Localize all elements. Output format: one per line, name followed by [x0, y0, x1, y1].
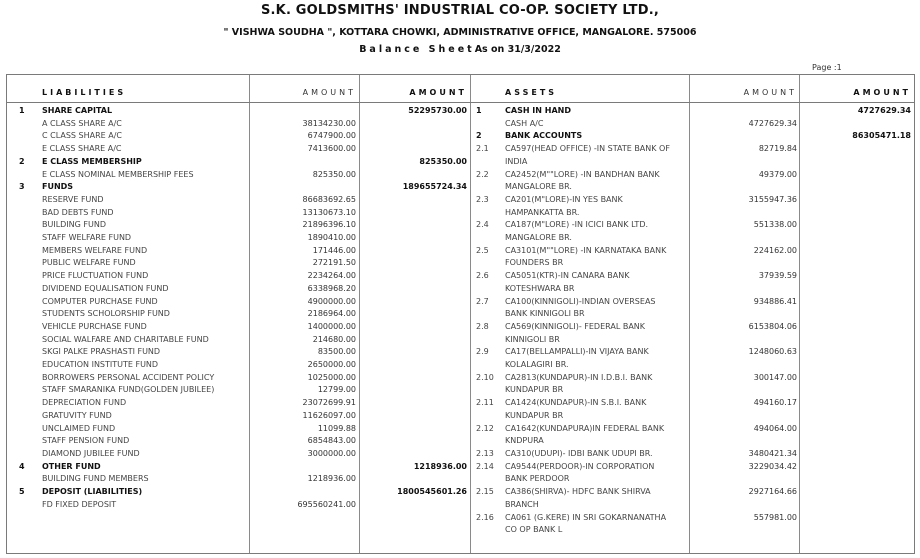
- liabilities-item-row: [7, 257, 470, 270]
- group-total: 52295730.00: [408, 106, 467, 115]
- assets-item-row: [470, 118, 916, 131]
- item-amount: 2650000.00: [307, 360, 356, 370]
- liabilities-item-row: [7, 410, 470, 423]
- item-amount: 6747900.00: [307, 131, 356, 141]
- item-number: 2.6: [476, 271, 489, 281]
- item-amount: 1890410.00: [307, 233, 356, 243]
- group-total: 86305471.18: [852, 131, 911, 141]
- item-label: CA2813(KUNDAPUR)-IN I.D.B.I. BANK KUNDAPUR BR: [505, 372, 653, 395]
- liabilities-header: LIABILITIES: [42, 88, 127, 97]
- item-amount: 49379.00: [758, 169, 797, 179]
- item-amount: 934886.41: [753, 296, 797, 306]
- group-label: SHARE CAPITAL: [42, 106, 113, 115]
- liabilities-item-row: [7, 448, 470, 461]
- item-number: 2.13: [476, 448, 494, 458]
- item-number: 5: [19, 487, 25, 497]
- report-date: As on 31/3/2022: [474, 44, 561, 55]
- group-total: 1800545601.26: [397, 487, 467, 497]
- liabilities-item-row: [7, 143, 470, 156]
- item-label: E CLASS NOMINAL MEMBERSHIP FEES: [42, 169, 194, 179]
- liabilities-item-row: [7, 423, 470, 436]
- assets-item-row: [470, 296, 916, 321]
- liabilities-item-row: [7, 397, 470, 410]
- item-label: STUDENTS SCHOLORSHIP FUND: [42, 309, 170, 319]
- item-number: 2.4: [476, 220, 489, 230]
- item-number: 2.3: [476, 194, 489, 204]
- assets-header: ASSETS: [505, 88, 558, 97]
- item-number: 1: [476, 106, 482, 115]
- item-label: CA5051(KTR)-IN CANARA BANK KOTESHWARA BR: [505, 271, 630, 293]
- assets-group-row: [470, 105, 916, 118]
- item-label: A CLASS SHARE A/C: [42, 118, 122, 128]
- item-amount: 1400000.00: [307, 321, 356, 331]
- liabilities-item-row: [7, 118, 470, 131]
- company-address: " VISHWA SOUDHA ", KOTTARA CHOWKI, ADMINISTRATIVE OFFICE, MANGALORE. 575006: [223, 27, 697, 38]
- item-amount: 11099.88: [317, 423, 356, 433]
- liabilities-item-row: [7, 346, 470, 359]
- liabilities-item-row: [7, 169, 470, 182]
- item-amount: 11626097.00: [302, 410, 356, 420]
- item-number: 2.2: [476, 169, 489, 179]
- liabilities-item-row: [7, 473, 470, 486]
- item-number: 2.8: [476, 321, 489, 331]
- liabilities-amount-header: AMOUNT: [302, 88, 356, 97]
- item-label: BUILDING FUND: [42, 220, 107, 230]
- item-label: SKGI PALKE PRASHASTI FUND: [42, 347, 161, 357]
- item-amount: 171446.00: [312, 245, 356, 255]
- group-label: E CLASS MEMBERSHIP: [42, 156, 142, 166]
- assets-amount-header: AMOUNT: [743, 88, 797, 97]
- item-amount: 86683692.65: [302, 194, 356, 204]
- item-label: PUBLIC WELFARE FUND: [42, 258, 136, 268]
- item-label: RESERVE FUND: [42, 194, 104, 204]
- item-amount: 494160.17: [753, 398, 797, 408]
- item-amount: 3229034.42: [748, 461, 797, 471]
- item-number: 3: [19, 182, 25, 192]
- group-total: 189655724.34: [402, 182, 467, 192]
- item-label: EDUCATION INSTITUTE FUND: [42, 360, 159, 370]
- liabilities-item-row: [7, 334, 470, 347]
- item-label: SOCIAL WALFARE AND CHARITABLE FUND: [42, 334, 209, 344]
- assets-item-row: [470, 321, 916, 346]
- item-amount: 7413600.00: [307, 144, 356, 154]
- liabilities-item-row: [7, 321, 470, 334]
- liabilities-item-row: [7, 207, 470, 220]
- assets-item-row: [470, 486, 916, 511]
- item-label: C CLASS SHARE A/C: [42, 131, 123, 141]
- item-amount: 83500.00: [317, 347, 356, 357]
- item-amount: 3480421.34: [748, 448, 797, 458]
- liabilities-group-row: [7, 486, 470, 499]
- item-number: 2: [19, 156, 25, 166]
- item-amount: 12799.00: [317, 385, 356, 395]
- group-label: DEPOSIT (LIABILITIES): [42, 487, 143, 497]
- item-label: E CLASS SHARE A/C: [42, 144, 122, 154]
- item-amount: 23072699.91: [302, 398, 356, 408]
- item-amount: 37939.59: [758, 271, 797, 281]
- assets-item-row: [470, 512, 916, 537]
- item-number: 4: [19, 461, 25, 471]
- item-number: 2.12: [476, 423, 494, 433]
- item-label: CA2452(M""LORE) -IN BANDHAN BANK MANGALORE BR.: [505, 169, 660, 192]
- assets-item-row: [470, 245, 916, 270]
- liabilities-group-row: [7, 156, 470, 169]
- item-amount: 224162.00: [753, 245, 797, 255]
- item-amount: 6153804.06: [748, 321, 797, 331]
- item-amount: 82719.84: [758, 144, 797, 154]
- assets-item-row: [470, 448, 916, 461]
- item-label: DIAMOND JUBILEE FUND: [42, 448, 140, 458]
- item-amount: 3000000.00: [307, 448, 356, 458]
- item-amount: 13130673.10: [302, 207, 356, 217]
- group-total: 825350.00: [419, 156, 467, 166]
- item-label: CA3101(M""LORE) -IN KARNATAKA BANK FOUNDERS BR: [505, 245, 667, 268]
- liabilities-group-row: [7, 181, 470, 194]
- item-label: STAFF WELFARE FUND: [42, 233, 132, 243]
- liabilities-item-row: [7, 270, 470, 283]
- item-label: UNCLAIMED FUND: [42, 423, 116, 433]
- item-amount: 300147.00: [753, 372, 797, 382]
- liabilities-group-row: [7, 105, 470, 118]
- item-amount: 6338968.20: [307, 283, 356, 293]
- item-label: CA17(BELLAMPALLI)-IN VIJAYA BANK KOLALAGIRI BR.: [505, 347, 649, 370]
- assets-item-row: [470, 346, 916, 371]
- assets-item-row: [470, 194, 916, 219]
- item-number: 2.7: [476, 296, 489, 306]
- item-amount: 272191.50: [312, 258, 356, 268]
- item-label: DEPRECIATION FUND: [42, 398, 127, 408]
- item-label: CA201(M"LORE)-IN YES BANK HAMPANKATTA BR.: [505, 194, 623, 217]
- item-amount: 1248060.63: [748, 347, 797, 357]
- item-number: 2.10: [476, 372, 494, 382]
- item-amount: 494064.00: [753, 423, 797, 433]
- item-number: 2: [476, 131, 482, 141]
- liabilities-item-row: [7, 219, 470, 232]
- assets-item-row: [470, 270, 916, 295]
- liabilities-item-row: [7, 359, 470, 372]
- group-total: 4727629.34: [857, 106, 911, 115]
- item-amount: 695560241.00: [297, 499, 356, 509]
- item-label: PRICE FLUCTUATION FUND: [42, 271, 149, 281]
- item-amount: 2234264.00: [307, 271, 356, 281]
- liabilities-item-row: [7, 283, 470, 296]
- item-amount: 2927164.66: [748, 487, 797, 497]
- item-amount: 4900000.00: [307, 296, 356, 306]
- assets-item-row: [470, 397, 916, 422]
- liabilities-item-row: [7, 384, 470, 397]
- item-number: 2.9: [476, 347, 489, 357]
- item-label: FD FIXED DEPOSIT: [42, 499, 117, 509]
- group-label: OTHER FUND: [42, 461, 101, 471]
- company-title: S.K. GOLDSMITHS' INDUSTRIAL CO-OP. SOCIETY LTD.,: [260, 3, 660, 18]
- item-number: 2.1: [476, 144, 489, 154]
- item-amount: 6854843.00: [307, 436, 356, 446]
- item-number: 2.5: [476, 245, 489, 255]
- item-amount: 38134230.00: [302, 118, 356, 128]
- assets-item-row: [470, 219, 916, 244]
- liabilities-item-row: [7, 296, 470, 309]
- item-number: 2.16: [476, 512, 494, 522]
- item-amount: 2186964.00: [307, 309, 356, 319]
- header-divider: [7, 102, 914, 103]
- item-label: CA100(KINNIGOLI)-INDIAN OVERSEAS BANK KINNIGOLI BR: [505, 296, 656, 319]
- assets-total-header: AMOUNT: [853, 88, 911, 97]
- assets-list: [470, 105, 916, 537]
- assets-item-row: [470, 169, 916, 194]
- group-label: BANK ACCOUNTS: [505, 131, 583, 141]
- item-label: BORROWERS PERSONAL ACCIDENT POLICY: [42, 372, 215, 382]
- item-label: VEHICLE PURCHASE FUND: [42, 321, 147, 331]
- item-amount: 557981.00: [753, 512, 797, 522]
- assets-item-row: [470, 143, 916, 168]
- assets-item-row: [470, 372, 916, 397]
- item-label: BUILDING FUND MEMBERS: [42, 474, 149, 484]
- liabilities-item-row: [7, 232, 470, 245]
- item-amount: 551338.00: [753, 220, 797, 230]
- liabilities-item-row: [7, 372, 470, 385]
- assets-group-row: [470, 130, 916, 143]
- item-label: CA1424(KUNDAPUR)-IN S.B.I. BANK KUNDAPUR BR: [505, 398, 647, 420]
- item-label: GRATUVITY FUND: [42, 410, 112, 420]
- item-number: 2.15: [476, 487, 494, 497]
- item-label: STAFF PENSION FUND: [42, 436, 130, 446]
- report-subtitle: [0, 44, 920, 55]
- group-label: CASH IN HAND: [505, 106, 571, 115]
- report-name: Balance Sheet: [359, 44, 475, 55]
- item-amount: 4727629.34: [748, 118, 797, 128]
- assets-item-row: [470, 423, 916, 448]
- item-label: CA187(M"LORE) -IN ICICI BANK LTD. MANGALORE BR.: [505, 220, 649, 243]
- item-label: STAFF SMARANIKA FUND(GOLDEN JUBILEE): [42, 385, 215, 395]
- item-amount: 214680.00: [312, 334, 356, 344]
- liabilities-item-row: [7, 435, 470, 448]
- item-amount: 1218936.00: [307, 474, 356, 484]
- item-number: 2.14: [476, 461, 494, 471]
- item-amount: 21896396.10: [302, 220, 356, 230]
- item-label: DIVIDEND EQUALISATION FUND: [42, 283, 169, 293]
- liabilities-item-row: [7, 194, 470, 207]
- item-amount: 3155947.36: [748, 194, 797, 204]
- liabilities-total-header: AMOUNT: [409, 88, 467, 97]
- liabilities-item-row: [7, 308, 470, 321]
- liabilities-list: [7, 105, 470, 512]
- liabilities-group-row: [7, 461, 470, 474]
- item-amount: 825350.00: [312, 169, 356, 179]
- item-number: 1: [19, 106, 25, 115]
- item-label: CA1642(KUNDAPURA)IN FEDERAL BANK KNDPURA: [505, 423, 665, 446]
- item-label: CA597(HEAD OFFICE) -IN STATE BANK OF INDIA: [505, 144, 670, 166]
- item-label: CA9544(PERDOOR)-IN CORPORATION BANK PERDOOR: [505, 461, 655, 484]
- item-amount: 1025000.00: [307, 372, 356, 382]
- item-label: CA386(SHIRVA)- HDFC BANK SHIRVA BRANCH: [505, 487, 651, 509]
- balance-sheet-table: [6, 74, 915, 554]
- page-number: Page :1: [812, 63, 842, 72]
- item-label: MEMBERS WELFARE FUND: [42, 245, 148, 255]
- liabilities-item-row: [7, 130, 470, 143]
- item-label: COMPUTER PURCHASE FUND: [42, 296, 158, 306]
- item-number: 2.11: [476, 398, 494, 408]
- item-label: CA310(UDUPI)- IDBI BANK UDUPI BR.: [505, 448, 653, 458]
- liabilities-item-row: [7, 245, 470, 258]
- item-label: BAD DEBTS FUND: [42, 207, 114, 217]
- item-label: CA061 (G.KERE) IN SRI GOKARNANATHA CO OP BANK L: [505, 512, 667, 535]
- group-label: FUNDS: [42, 182, 74, 192]
- liabilities-item-row: [7, 499, 470, 512]
- item-label: CASH A/C: [505, 118, 544, 128]
- group-total: 1218936.00: [413, 461, 467, 471]
- assets-item-row: [470, 461, 916, 486]
- item-label: CA569(KINNIGOLI)- FEDERAL BANK KINNIGOLI BR: [505, 321, 646, 344]
